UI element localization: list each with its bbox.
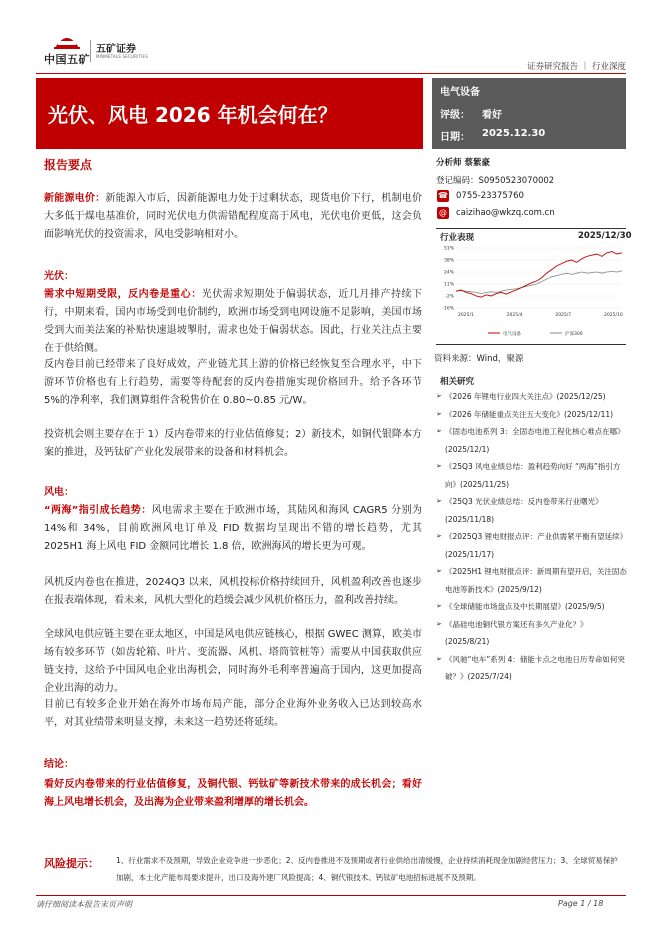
- date-label: 日期：: [440, 132, 470, 143]
- series-line-electrical-equipment: [456, 252, 622, 298]
- analyst-phone: 0755-23375760: [456, 191, 524, 201]
- related-research-text: 《固态电池系列 3：全固态电池工程化核心难点在哪》(2025/12/1): [445, 427, 625, 454]
- related-research-text: 《25Q3 风电业绩总结：盈利趋势向好 “两海”指引方向》(2025/11/25): [445, 462, 621, 489]
- series-line-hs300: [456, 271, 622, 294]
- y-tick-label: 24%: [443, 270, 454, 276]
- industry-performance-chart: [436, 242, 626, 342]
- chart-date: 2025/12/30: [578, 231, 632, 241]
- related-research-item[interactable]: [436, 651, 628, 686]
- related-research-text: 《风驰“电车”系列 4：储能卡点之电池日历寿命如何突破？》(2025/7/24): [445, 654, 625, 681]
- related-research-item[interactable]: [436, 406, 628, 424]
- lead-wind-growth: “两海”指引成长趋势：: [44, 505, 152, 516]
- bullet-arrow-icon: ➢: [436, 392, 442, 400]
- y-tick-label: 11%: [443, 282, 454, 288]
- paragraph-wind-supply-chain: 全球风电供应链主要在亚太地区，中国是风电供应链核心，根据 GWEC 测算，欧美市场有较多环节（如齿轮箱、叶片、变流器、风机、塔筒管桩等）需要从中国获取供应链支持，这给予中国风电企业出海机会，同时海外毛利率普遍高于国内，这更加提高企业出海的动力。: [44, 629, 422, 694]
- paragraph-new-energy-price: [44, 190, 422, 244]
- legend-label: 电气设备: [503, 332, 521, 337]
- bullet-arrow-icon: ➢: [436, 654, 442, 663]
- date-value: 2025.12.30: [482, 128, 546, 139]
- related-research-item[interactable]: [436, 458, 628, 493]
- logo-divider: [90, 40, 91, 62]
- wind-heading: 风电：: [44, 487, 74, 498]
- footer-disclaimer: 请仔细阅读本报告末页声明: [36, 900, 132, 909]
- page-number: Page 1 / 18: [558, 899, 604, 908]
- header-rule: [36, 73, 626, 74]
- related-research-text: 《2026 年锂电行业四大关注点》(2025/12/25): [445, 392, 606, 401]
- related-research-item[interactable]: [436, 598, 628, 616]
- y-tick-label: 51%: [443, 246, 454, 252]
- related-research-item[interactable]: [436, 528, 628, 563]
- bullet-arrow-icon: ➢: [436, 619, 442, 628]
- chart-bottom-rule: [436, 344, 626, 345]
- chart-source: 资料来源：Wind，聚源: [434, 354, 524, 364]
- related-research-text: 《25Q3 光伏业绩总结：反内卷带来行业曙光》(2025/11/18): [445, 497, 603, 524]
- body-pv-demand: 光伏需求短期处于偏弱状态，近几月排产持续下行，中期来看，国内市场受到电价制约，欧洲市场受到电网设施不足影响，美国市场受到大而美法案的补贴快速退坡掣肘，需求也处于偏弱状态。因此，行业关注点主要在于供给侧。: [44, 289, 423, 354]
- analyst-email[interactable]: caizihao@wkzq.com.cn: [456, 208, 555, 218]
- related-research-item[interactable]: [436, 388, 628, 406]
- related-research-text: 《2025Q3 锂电财报点评：产业供需紧平衡有望延续》(2025/11/17): [445, 532, 628, 559]
- y-tick-label: -16%: [442, 306, 454, 312]
- paragraph-pv-opportunity: 投资机会则主要存在于 1）反内卷带来的行业估值修复；2）新技术，如铜代银降本方案的推进，及钙钛矿产业化发展带来的设备和材料机会。: [44, 429, 422, 458]
- paragraph-wind-anti-involution: 风机反内卷也在推进，2024Q3 以来，风机投标价格持续回升，风机盈利改善也逐步在报表端体现，看未来，风机大型化的趋缓会减少风机价格压力，盈利改善持续。: [44, 577, 422, 606]
- bullet-arrow-icon: ➢: [436, 532, 442, 540]
- related-research-item[interactable]: [436, 423, 628, 458]
- bullet-arrow-icon: ➢: [436, 602, 442, 610]
- body-wind-growth: 风电需求主要在于欧洲市场，其陆风和海风 CAGR5 分别为 14%和 34%，目前欧洲风电订单及 FID 数据均呈现出不错的增长趋势，尤其 2025H1 海上风电 FID 金额同比增长 1.8 倍，欧洲海风的增长更为可观。: [44, 505, 422, 552]
- related-research-text: 《2025H1 锂电财报点评：新周期有望开启，关注固态电池等新技术》(2025/9/12): [445, 567, 627, 594]
- analyst-registration: 登记编码：S0950523070002: [436, 176, 555, 186]
- conclusion-body: 看好反内卷带来的行业估值修复，及铜代银、钙钛矿等新技术带来的成长机会；看好海上风电增长机会，及出海为企业带来盈利增厚的增长机会。: [44, 779, 422, 808]
- lead-pv-demand: 需求中短期受限，反内卷是重心：: [44, 289, 202, 300]
- related-research-text: 《全球储能市场盘点及中长期展望》(2025/9/5): [445, 602, 605, 611]
- conclusion-heading: 结论：: [44, 759, 74, 770]
- bullet-arrow-icon: ➢: [436, 427, 442, 435]
- related-research-item[interactable]: [436, 563, 628, 598]
- email-icon: @: [439, 208, 447, 217]
- paragraph-pv-anti-involution: 反内卷目前已经带来了良好成效，产业链尤其上游的价格已经恢复至合理水平，中下游环节价格也有上行趋势，需要等待配套的反内卷措施实现价格回升。给予各环节 5%的净利率，我们测算组件含税售价在 0.80~0.85 元/W。: [44, 359, 422, 406]
- company-logo-emblem: [52, 30, 82, 50]
- risk-text: 1、行业需求不及预期，导致企业竞争进一步恶化；2、反内卷推进不及预期或者行业供给出清缓慢，企业持续消耗现金加剧经营压力；3、全球贸易保护加剧，本土化产能布局要求提升，出口及海外建厂风险提高；4、铜代银技术、钙钛矿电池招标进展不及预期。: [116, 856, 618, 882]
- related-research-title: 相关研究: [440, 377, 475, 387]
- bullet-arrow-icon: ➢: [436, 409, 442, 418]
- paragraph-wind-growth: [44, 502, 422, 556]
- company-logo-text: 中国五矿: [44, 53, 90, 66]
- phone-icon: ☎: [438, 191, 448, 200]
- footer-rule: [36, 895, 626, 896]
- y-tick-label: 38%: [443, 258, 454, 264]
- report-type: 证券研究报告 ｜ 行业深度: [527, 62, 626, 72]
- related-research-list: [436, 388, 628, 686]
- chart-top-rule: [436, 228, 626, 229]
- related-research-text: 《晶硅电池铜代银方案还有多久产业化？》(2025/8/21): [445, 619, 588, 646]
- analyst-name: 分析师 蔡紫豪: [436, 158, 490, 168]
- paragraph-wind-overseas: 目前已有较多企业开始在海外市场布局产能，部分企业海外业务收入已达到较高水平，对其业绩带来明显支撑，未来这一趋势还将延续。: [44, 699, 422, 728]
- body-new-energy-price: 新能源入市后，因新能源电力处于过剩状态，现货电价下行，机制电价大多低于煤电基准价，同时光伏电力供需错配程度高于风电，光伏电价更低，这会负面影响光伏的投资需求，风电受影响相对小。: [44, 193, 423, 240]
- bullet-arrow-icon: ➢: [436, 567, 442, 575]
- x-tick-label: 2025/10: [604, 313, 623, 318]
- securities-logo-en: MINMETALS SECURITIES: [96, 54, 148, 59]
- industry-name: 电气设备: [440, 87, 480, 98]
- related-research-text: 《2026 年储能重点关注五大变化》(2025/12/11): [445, 409, 614, 419]
- pv-heading: 光伏：: [44, 271, 74, 282]
- related-research-item[interactable]: [436, 616, 628, 651]
- rating-label: 评级：: [440, 110, 470, 121]
- legend-label: 沪深300: [565, 332, 583, 337]
- rating-value: 看好: [482, 110, 502, 121]
- report-title: 光伏、风电 2026 年机会何在？: [48, 103, 338, 127]
- related-research-item[interactable]: [436, 493, 628, 528]
- x-tick-label: 2025/4: [506, 313, 523, 318]
- chart-title: 行业表现: [440, 233, 475, 243]
- bullet-arrow-icon: ➢: [436, 497, 442, 505]
- section-title: 报告要点: [44, 158, 93, 172]
- x-tick-label: 2025/1: [458, 313, 474, 318]
- securities-logo-text: 五矿证券: [96, 44, 136, 55]
- x-tick-label: 2025/7: [555, 313, 572, 318]
- bullet-arrow-icon: ➢: [436, 462, 442, 470]
- risk-label: 风险提示：: [44, 857, 99, 870]
- lead-new-energy-price: 新能源电价：: [44, 193, 106, 204]
- y-tick-label: -2%: [445, 294, 454, 300]
- paragraph-pv-demand: [44, 286, 422, 358]
